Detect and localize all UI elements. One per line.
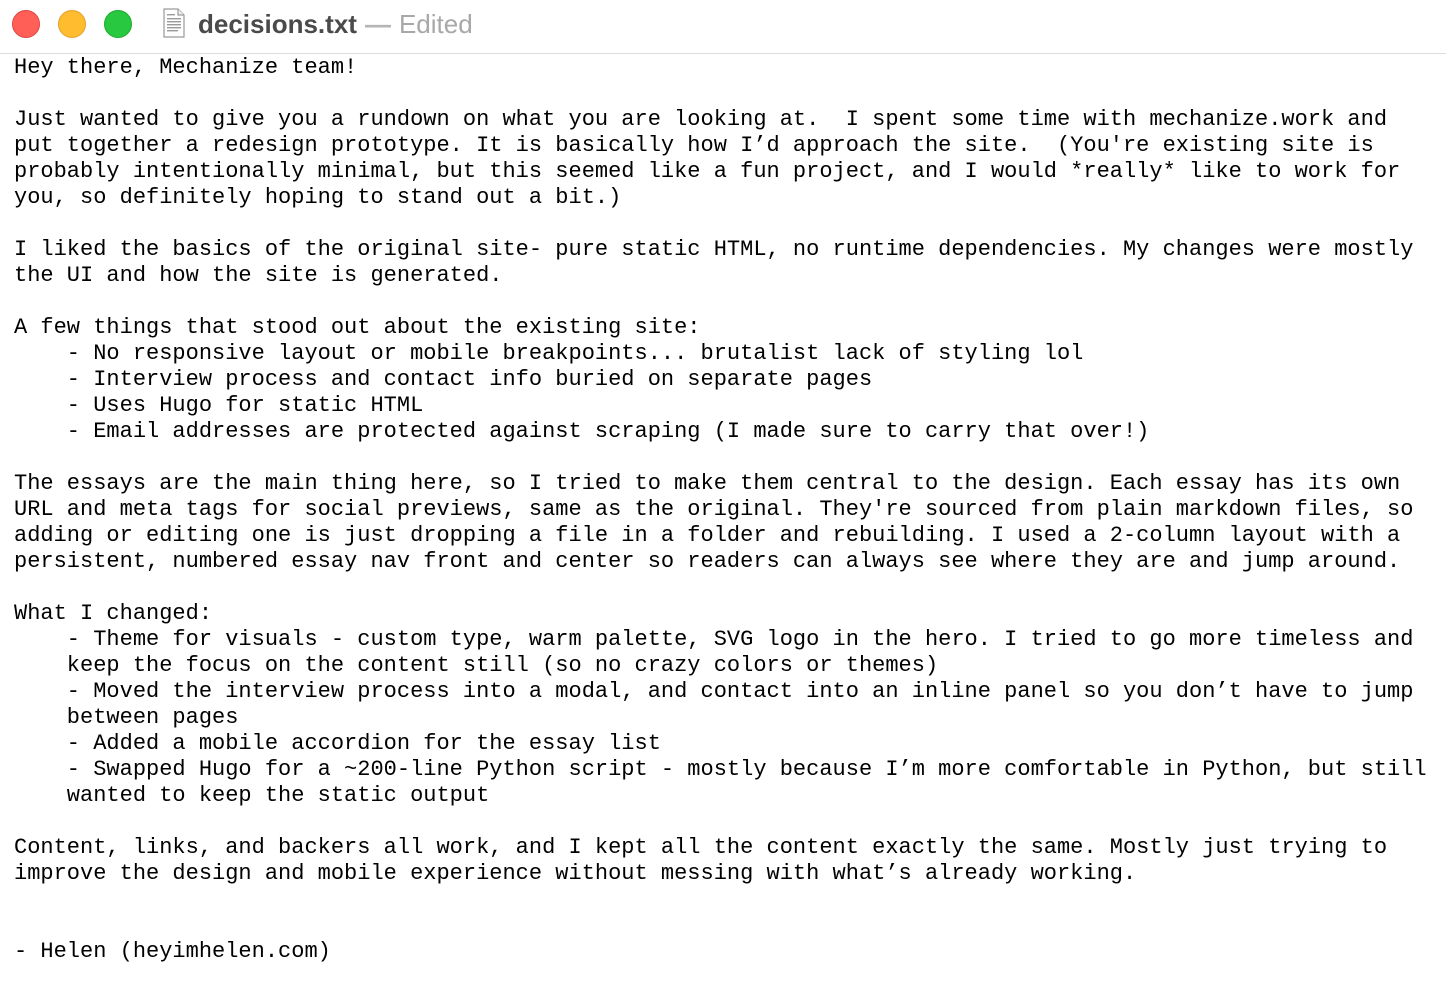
title-bar[interactable] — [0, 0, 1446, 54]
zoom-icon[interactable] — [104, 10, 132, 38]
minimize-icon[interactable] — [58, 10, 86, 38]
text-document-icon[interactable] — [162, 8, 186, 38]
edited-status: Edited — [398, 9, 473, 39]
close-icon[interactable] — [12, 10, 40, 38]
document-text-area[interactable]: Hey there, Mechanize team! Just wanted to give you a rundown on what you are looking at. I spent some time with mechanize.work and put together a redesign prototype. It is basically how I’d approach the site. (You're existing site is probably intentionally minimal, but this seemed like a fun project, and I would *really* like to work for you, so definitely hoping to stand out a bit.) I liked the basics of the original site- pure static HTML, no runtime dependencies. My changes were mostly the UI and how the site is generated. A few things that stood out about the existing site: - No responsive layout or mobile breakpoints... brutalist lack of styling lol - Interview process and contact info buried on separate pages - Uses Hugo for static HTML - Email addresses are protected against scraping (I made sure to carry that over!) The essays are the main thing here, so I tried to make them central to the design. Each essay has its own URL and meta tags for social previews, same as the original. They're sourced from plain markdown files, so adding or editing one is just dropping a file in a folder and rebuilding. I used a 2-column layout with a persistent, numbered essay nav front and center so readers can always see where they are and jump around. What I changed: - Theme for visuals - custom type, warm palette, SVG logo in the hero. I tried to go more timeless and keep the focus on the content still (so no crazy colors or themes) - Moved the interview process into a modal, and contact into an inline panel so you don’t have to jump between pages - Added a mobile accordion for the essay list - Swapped Hugo for a ~200-line Python script - mostly because I’m more comfortable in Python, but still wanted to keep the static output Content, links, and backers all work, and I kept all the content exactly the same. Mostly just trying to improve the design and mobile experience without messing with what’s already working. - Helen (heyimhelen.com) — [14, 55, 1427, 964]
title-separator: — — [364, 9, 391, 39]
window-title — [198, 9, 473, 39]
document-filename: decisions.txt — [198, 9, 357, 39]
